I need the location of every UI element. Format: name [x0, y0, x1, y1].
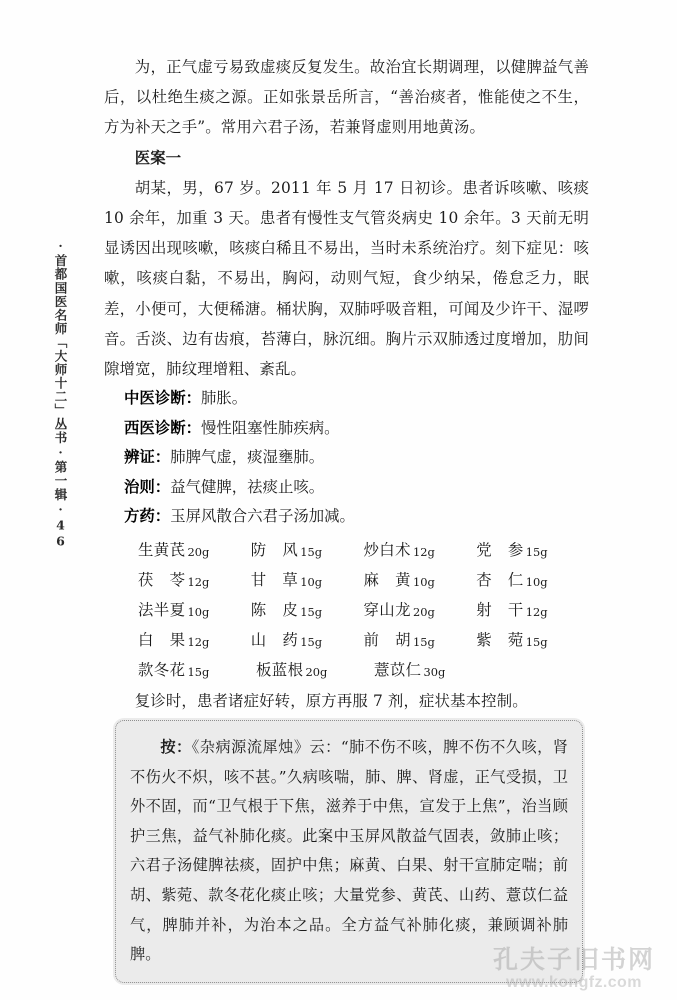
herb-dose: 12g — [412, 545, 435, 560]
herb-dose: 20g — [187, 545, 210, 560]
commentary-body: 《杂病源流犀烛》云：“肺不伤不咳，脾不伤不久咳，肾不伤火不炽，咳不甚。”久病咳喘，肺、脾、肾虚，正气受损，卫外不固，而“卫气根于下焦，滋养于中焦，宣发于上焦”，治当顾护三焦，益气补肺化痰。此案中玉屏风散益气固表，敛肺止咳；六君子汤健脾祛痰，固护中焦；麻黄、白果、射干宣肺定喘；前胡、紫菀、款冬花化痰止咳；大量党参、黄芪、山药、薏苡仁益气，脾肺并补，为治本之品。全方益气补肺化痰，兼顾调补肺脾。 — [130, 738, 568, 964]
diagnosis-value: 肺脾气虚，痰湿壅肺。 — [170, 448, 325, 467]
herb-item — [364, 566, 477, 596]
main-text-column — [104, 52, 589, 716]
herb-name: 防 风 — [250, 540, 298, 559]
herb-name: 法 半 夏 — [138, 600, 185, 619]
herb-dose: 10g — [412, 575, 435, 590]
case-heading: 医案一 — [134, 148, 181, 167]
herb-item — [251, 596, 364, 626]
herb-item — [138, 536, 251, 566]
herb-name: 前 胡 — [363, 630, 411, 649]
diagnosis-line — [104, 473, 589, 503]
diagnosis-line — [104, 502, 589, 532]
prescription-row — [138, 596, 589, 626]
herb-item — [138, 566, 251, 596]
herb-name: 山 药 — [250, 630, 298, 649]
diagnosis-value: 肺胀。 — [200, 389, 248, 408]
herb-name: 麻 黄 — [363, 570, 411, 589]
prescription-row — [138, 656, 589, 686]
commentary-text — [130, 733, 568, 970]
herb-name: 党 参 — [476, 540, 524, 559]
herb-name: 款 冬 花 — [138, 660, 185, 679]
diagnosis-label: 方药： — [124, 507, 171, 526]
watermark-url: www.kongfz.com — [506, 973, 642, 991]
herb-name: 生 黄 芪 — [138, 540, 185, 559]
herb-name: 板 蓝 根 — [256, 660, 303, 679]
herb-name: 杏 仁 — [476, 570, 524, 589]
herb-name: 炒 白 术 — [363, 540, 411, 559]
herb-name: 紫 菀 — [476, 630, 524, 649]
diagnosis-list — [104, 384, 589, 532]
herb-item — [251, 536, 364, 566]
herb-item — [251, 566, 364, 596]
herb-dose: 15g — [187, 665, 210, 680]
herb-item — [251, 626, 364, 656]
herb-name: 穿 山 龙 — [363, 600, 411, 619]
diagnosis-label: 治则： — [124, 477, 171, 496]
prescription-row — [138, 536, 589, 566]
prescription-grid — [104, 536, 589, 686]
herb-dose: 10g — [300, 575, 323, 590]
herb-dose: 30g — [423, 665, 446, 680]
herb-name: 陈 皮 — [250, 600, 298, 619]
diagnosis-label: 西医诊断： — [124, 418, 201, 437]
watermark-site-name: 孔夫子旧书网 — [492, 944, 655, 974]
herb-dose: 10g — [187, 605, 210, 620]
herb-name: 茯 苓 — [138, 570, 185, 589]
herb-dose: 20g — [412, 605, 435, 620]
herb-item — [256, 656, 374, 686]
watermark — [481, 944, 667, 992]
herb-item — [364, 626, 477, 656]
prescription-row — [138, 566, 589, 596]
herb-item — [138, 656, 256, 686]
herb-dose: 12g — [525, 605, 548, 620]
vertical-running-head: ·首都国医名师「大师十二」丛书·第一辑·46 — [53, 238, 68, 550]
herb-dose: 15g — [300, 605, 323, 620]
herb-name: 薏 苡 仁 — [374, 660, 421, 679]
herb-item — [476, 626, 589, 656]
herb-item — [476, 536, 589, 566]
herb-name: 射 干 — [476, 600, 524, 619]
herb-dose: 10g — [525, 575, 548, 590]
herb-item — [476, 566, 589, 596]
herb-dose: 15g — [300, 545, 323, 560]
herb-item — [138, 596, 251, 626]
diagnosis-line — [104, 443, 589, 473]
herb-dose: 12g — [187, 575, 210, 590]
diagnosis-label: 中医诊断： — [124, 389, 201, 408]
opening-paragraph: 为，正气虚亏易致虚痰反复发生。故治宜长期调理，以健脾益气善后，以杜绝生痰之源。正如张景岳所言，“善治痰者，惟能使之不生，方为补天之手”。常用六君子汤，若兼肾虚则用地黄汤。 — [104, 58, 589, 137]
herb-dose: 15g — [300, 635, 323, 650]
herb-item — [364, 536, 477, 566]
herb-dose: 15g — [412, 635, 435, 650]
herb-dose: 15g — [525, 545, 548, 560]
diagnosis-line — [104, 414, 589, 444]
herb-item — [476, 596, 589, 626]
herb-dose: 20g — [305, 665, 328, 680]
prescription-row — [138, 626, 589, 656]
herb-dose: 12g — [187, 635, 210, 650]
diagnosis-line — [104, 384, 589, 414]
commentary-label: 按： — [160, 738, 192, 756]
followup-note: 复诊时，患者诸症好转，原方再服 7 剂，症状基本控制。 — [134, 691, 528, 710]
diagnosis-value: 玉屏风散合六君子汤加减。 — [170, 507, 355, 526]
diagnosis-label: 辨证： — [124, 448, 171, 467]
herb-dose: 15g — [525, 635, 548, 650]
herb-item — [374, 656, 492, 686]
diagnosis-value: 慢性阻塞性肺疾病。 — [200, 418, 340, 437]
case-narrative: 胡某，男，67 岁。2011 年 5 月 17 日初诊。患者诉咳嗽、咳痰 10 余年，加重 3 天。患者有慢性支气管炎病史 10 余年。3 天前无明显诱因出现咳嗽，咳痰白稀且不易出，当时未系统治疗。刻下症见：咳嗽，咳痰白黏，不易出，胸闷，动则气短，食少纳呆，倦怠乏力，眠差，小便可，大便稀溏。桶状胸，双肺呼吸音粗，可闻及少许干、湿啰音。舌淡、边有齿痕，苔薄白，脉沉细。胸片示双肺透过度增加，肋间隙增宽，肺纹理增粗、紊乱。 — [104, 178, 589, 379]
herb-item — [138, 626, 251, 656]
diagnosis-value: 益气健脾，祛痰止咳。 — [170, 477, 325, 496]
herb-item — [364, 596, 477, 626]
herb-name: 白 果 — [138, 630, 185, 649]
herb-name: 甘 草 — [250, 570, 298, 589]
